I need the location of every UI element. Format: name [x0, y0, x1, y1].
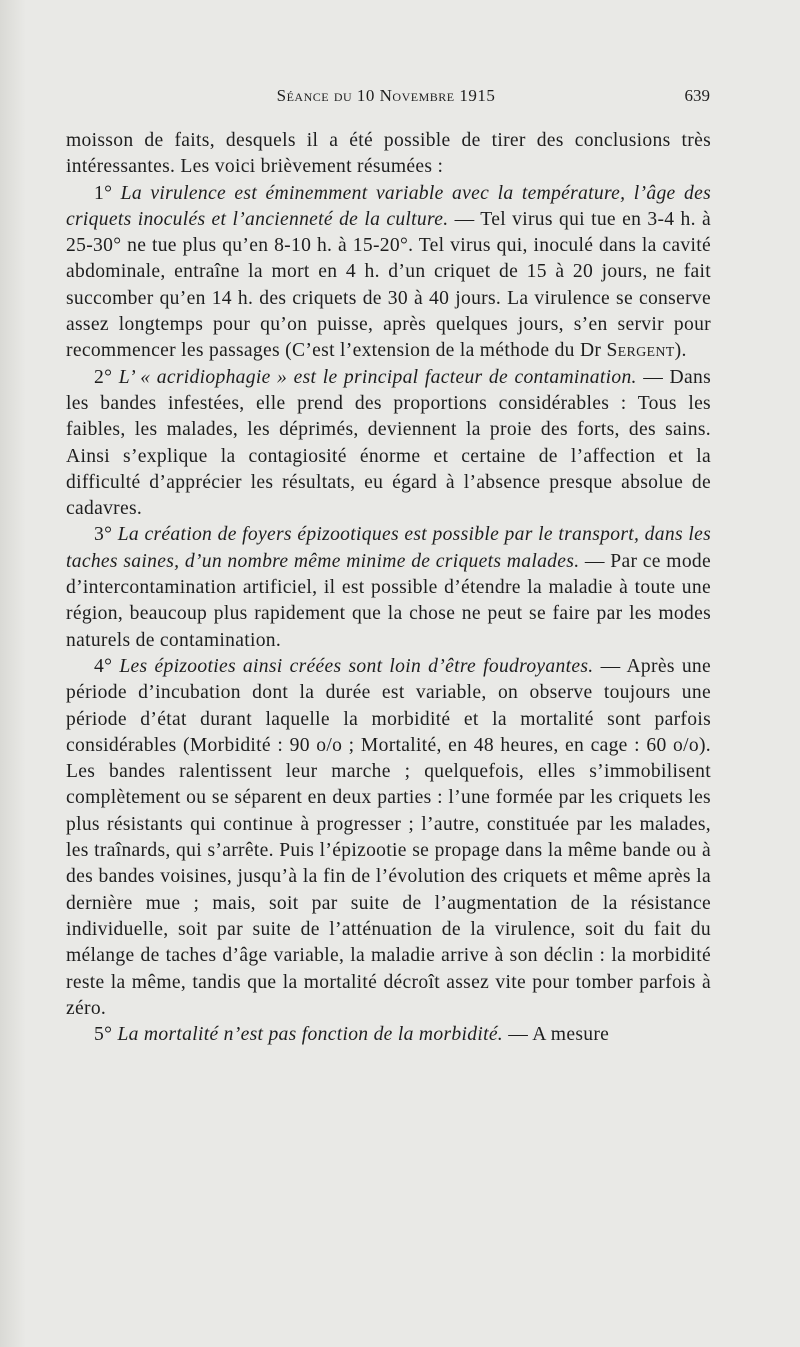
point-1-tail: ).	[674, 340, 687, 362]
paragraph-point-1	[66, 181, 711, 365]
page-edge	[0, 0, 26, 1347]
body-text	[66, 128, 711, 1048]
point-5-body: — A mesure	[508, 1024, 610, 1046]
point-2-title: L’ « acridiophagie » est le principal facteur de contamination.	[118, 366, 637, 388]
point-1-body: — Tel virus qui tue en 3-4 h. à 25-30° ne tue plus qu’en 8-10 h. à 15-20°. Tel virus qui, inoculé dans la cavité abdominale, entraîne la mort en 4 h. d’un criquet de 15 à 20 jours, ne fait succomber qu’en 14 h. des criquets de 30 à 40 jours. La virulence se conserve assez longtemps pour qu’on puisse, après quelques jours, s’en servir pour recommencer les passages (C’est l’extension de la méthode du Dr	[66, 208, 711, 362]
paragraph-intro	[66, 128, 711, 181]
page-header	[62, 86, 710, 116]
paragraph-point-4	[66, 654, 711, 1022]
point-3-body: — Par ce mode d’intercontamination artificiel, il est possible d’étendre la maladie à toute une région, beaucoup plus rapidement que la chose ne peut se faire par les modes naturels de contamination.	[66, 550, 712, 651]
point-2-body: — Dans les bandes infestées, elle prend des proportions considérables : Tous les faibles, les malades, les déprimés, deviennent la proie des forts, des sains. Ainsi s’explique la contagiosité énorme et certaine de l’affection et la difficulté d’apprécier les résultats, eu égard à l’absence presque absolue de cadavres.	[66, 366, 712, 520]
point-1-title: La virulence est éminemment variable avec la température, l’âge des criquets inoculés et l’ancienneté de la culture.	[66, 182, 711, 230]
point-4-title: Les épizooties ainsi créées sont loin d’être foudroyantes.	[119, 655, 594, 677]
point-2-number: 2°	[94, 366, 113, 388]
page-number: 639	[684, 86, 710, 105]
paragraph-point-2	[66, 365, 711, 523]
paragraph-point-5	[66, 1022, 711, 1048]
running-head: Séance du 10 Novembre 1915	[276, 86, 496, 105]
point-3-number: 3°	[94, 524, 113, 546]
point-4-number: 4°	[94, 655, 113, 677]
paragraph-point-3	[66, 522, 711, 653]
point-5-number: 5°	[94, 1024, 113, 1046]
intro-text: moisson de faits, desquels il a été possible de tirer des conclusions très intéressantes. Les voici brièvement résumées :	[66, 130, 711, 178]
point-3-title: La création de foyers épizootiques est possible par le transport, dans les taches saines, d’un nombre même minime de criquets malades.	[66, 524, 711, 572]
point-4-body: — Après une période d’incubation dont la durée est variable, on observe toujours une période d’état durant laquelle la morbidité et la mortalité sont parfois considérables (Morbidité : 90 o/o ; Mortalité, en 48 heures, en cage : 60 o/o). Les bandes ralentissent leur marche ; quelquefois, elles s’immobilisent complètement ou se séparent en deux parties : l’une formée par les criquets les plus résistants qui continue à progresser ; l’autre, constituée par les malades, les traînards, qui s’arrête. Puis l’épizootie se propage dans la même bande ou à des bandes voisines, jusqu’à la fin de l’évolution des criquets et même après la dernière mue ; mais, soit par suite de l’augmentation de la résistance individuelle, soit par suite de l’atténuation de la virulence, soit du fait du mélange de taches d’âge variable, la maladie arrive à son déclin : la morbidité reste la même, tandis que la mortalité décroît assez vite pour tomber parfois à zéro.	[66, 655, 712, 1019]
point-1-number: 1°	[94, 182, 113, 204]
point-1-author: Sergent	[606, 340, 675, 362]
point-5-title: La mortalité n’est pas fonction de la morbidité.	[117, 1024, 504, 1046]
